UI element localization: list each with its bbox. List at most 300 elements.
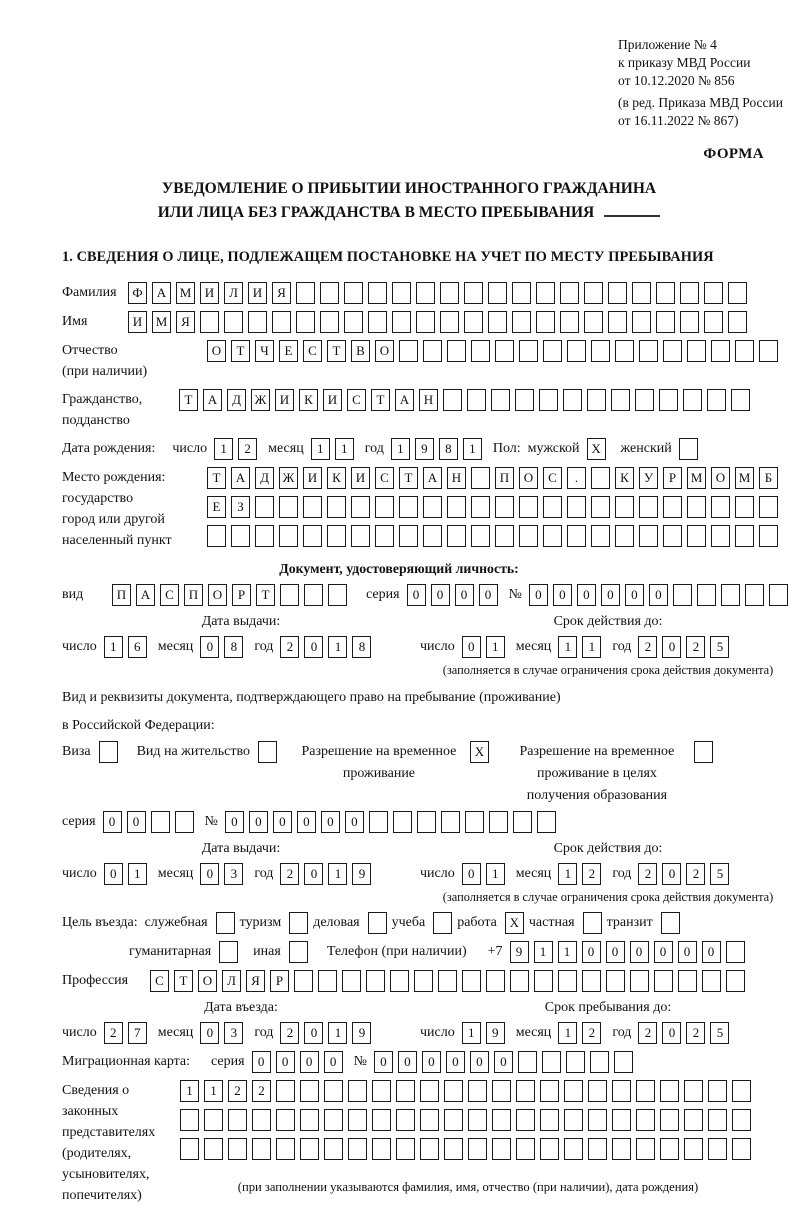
char-cell[interactable]: И <box>303 467 322 489</box>
char-cell[interactable]: 9 <box>510 941 529 963</box>
char-cell[interactable] <box>175 811 194 833</box>
char-cell[interactable] <box>372 1109 391 1131</box>
char-cell[interactable] <box>587 389 606 411</box>
char-cell[interactable]: С <box>160 584 179 606</box>
char-cell[interactable] <box>396 1138 415 1160</box>
char-cell[interactable] <box>537 811 556 833</box>
char-cell[interactable] <box>303 525 322 547</box>
char-cell[interactable]: К <box>615 467 634 489</box>
char-cell[interactable] <box>615 496 634 518</box>
char-cell[interactable] <box>721 584 740 606</box>
checkbox-cell[interactable] <box>99 741 118 763</box>
char-cell[interactable]: С <box>303 340 322 362</box>
char-cell[interactable] <box>636 1109 655 1131</box>
char-cell[interactable] <box>416 311 435 333</box>
char-cell[interactable] <box>563 389 582 411</box>
char-cell[interactable] <box>392 311 411 333</box>
char-cell[interactable] <box>342 970 361 992</box>
char-cell[interactable] <box>440 311 459 333</box>
char-cell[interactable]: 0 <box>407 584 426 606</box>
char-cell[interactable] <box>732 1080 751 1102</box>
char-cell[interactable]: 1 <box>311 438 330 460</box>
char-cell[interactable] <box>683 389 702 411</box>
checkbox-cell[interactable] <box>661 912 680 934</box>
char-cell[interactable]: Л <box>224 282 243 304</box>
char-cell[interactable]: 0 <box>104 863 123 885</box>
char-cell[interactable] <box>659 389 678 411</box>
char-cell[interactable]: Т <box>174 970 193 992</box>
char-cell[interactable]: 0 <box>300 1051 319 1073</box>
char-cell[interactable] <box>726 941 745 963</box>
char-cell[interactable]: О <box>198 970 217 992</box>
char-cell[interactable]: 2 <box>686 636 705 658</box>
char-cell[interactable] <box>280 584 299 606</box>
char-cell[interactable]: 1 <box>328 636 347 658</box>
char-cell[interactable]: 2 <box>280 863 299 885</box>
char-cell[interactable]: 0 <box>582 941 601 963</box>
char-cell[interactable] <box>464 311 483 333</box>
char-cell[interactable]: 0 <box>304 636 323 658</box>
char-cell[interactable] <box>516 1109 535 1131</box>
char-cell[interactable] <box>708 1080 727 1102</box>
char-cell[interactable] <box>228 1138 247 1160</box>
char-cell[interactable] <box>279 496 298 518</box>
char-cell[interactable] <box>558 970 577 992</box>
char-cell[interactable] <box>660 1080 679 1102</box>
char-cell[interactable] <box>708 1109 727 1131</box>
char-cell[interactable]: 0 <box>297 811 316 833</box>
char-cell[interactable]: 0 <box>324 1051 343 1073</box>
char-cell[interactable]: 0 <box>662 1022 681 1044</box>
char-cell[interactable]: 0 <box>127 811 146 833</box>
char-cell[interactable]: 0 <box>662 863 681 885</box>
char-cell[interactable]: 1 <box>462 1022 481 1044</box>
char-cell[interactable] <box>612 1138 631 1160</box>
char-cell[interactable] <box>639 496 658 518</box>
char-cell[interactable] <box>663 525 682 547</box>
char-cell[interactable] <box>684 1080 703 1102</box>
char-cell[interactable] <box>423 525 442 547</box>
char-cell[interactable] <box>344 311 363 333</box>
char-cell[interactable] <box>639 340 658 362</box>
char-cell[interactable] <box>447 525 466 547</box>
char-cell[interactable] <box>540 1080 559 1102</box>
char-cell[interactable] <box>680 311 699 333</box>
char-cell[interactable]: П <box>184 584 203 606</box>
char-cell[interactable]: Ж <box>251 389 270 411</box>
char-cell[interactable] <box>180 1138 199 1160</box>
char-cell[interactable] <box>366 970 385 992</box>
char-cell[interactable] <box>591 525 610 547</box>
char-cell[interactable]: 9 <box>352 1022 371 1044</box>
char-cell[interactable] <box>488 311 507 333</box>
char-cell[interactable]: 0 <box>304 863 323 885</box>
char-cell[interactable] <box>488 282 507 304</box>
char-cell[interactable] <box>680 282 699 304</box>
char-cell[interactable] <box>590 1051 609 1073</box>
char-cell[interactable] <box>486 970 505 992</box>
char-cell[interactable]: 0 <box>398 1051 417 1073</box>
char-cell[interactable] <box>393 811 412 833</box>
char-cell[interactable] <box>515 389 534 411</box>
char-cell[interactable]: У <box>639 467 658 489</box>
char-cell[interactable]: 8 <box>439 438 458 460</box>
char-cell[interactable]: О <box>711 467 730 489</box>
char-cell[interactable]: М <box>687 467 706 489</box>
char-cell[interactable]: 9 <box>486 1022 505 1044</box>
char-cell[interactable]: 1 <box>558 636 577 658</box>
char-cell[interactable] <box>468 1138 487 1160</box>
char-cell[interactable] <box>684 1138 703 1160</box>
char-cell[interactable]: Е <box>207 496 226 518</box>
char-cell[interactable]: 2 <box>252 1080 271 1102</box>
char-cell[interactable]: М <box>152 311 171 333</box>
char-cell[interactable]: 1 <box>463 438 482 460</box>
char-cell[interactable]: Ж <box>279 467 298 489</box>
char-cell[interactable] <box>636 1080 655 1102</box>
char-cell[interactable]: И <box>128 311 147 333</box>
char-cell[interactable] <box>444 1080 463 1102</box>
char-cell[interactable] <box>567 340 586 362</box>
char-cell[interactable] <box>635 389 654 411</box>
char-cell[interactable]: 1 <box>558 1022 577 1044</box>
char-cell[interactable]: 0 <box>678 941 697 963</box>
char-cell[interactable]: А <box>136 584 155 606</box>
char-cell[interactable]: 0 <box>225 811 244 833</box>
char-cell[interactable]: 1 <box>204 1080 223 1102</box>
char-cell[interactable] <box>582 970 601 992</box>
char-cell[interactable] <box>540 1109 559 1131</box>
char-cell[interactable]: 0 <box>606 941 625 963</box>
char-cell[interactable]: 2 <box>238 438 257 460</box>
char-cell[interactable] <box>687 496 706 518</box>
char-cell[interactable]: 0 <box>345 811 364 833</box>
checkbox-cell[interactable]: X <box>470 741 489 763</box>
char-cell[interactable] <box>663 340 682 362</box>
char-cell[interactable] <box>441 811 460 833</box>
char-cell[interactable]: 2 <box>228 1080 247 1102</box>
char-cell[interactable]: О <box>375 340 394 362</box>
char-cell[interactable]: 0 <box>273 811 292 833</box>
char-cell[interactable] <box>567 525 586 547</box>
char-cell[interactable] <box>614 1051 633 1073</box>
char-cell[interactable] <box>516 1138 535 1160</box>
char-cell[interactable] <box>673 584 692 606</box>
char-cell[interactable] <box>368 282 387 304</box>
char-cell[interactable] <box>534 970 553 992</box>
char-cell[interactable] <box>726 970 745 992</box>
char-cell[interactable]: Я <box>176 311 195 333</box>
char-cell[interactable] <box>417 811 436 833</box>
char-cell[interactable] <box>492 1138 511 1160</box>
char-cell[interactable] <box>327 496 346 518</box>
char-cell[interactable]: 1 <box>558 863 577 885</box>
char-cell[interactable]: В <box>351 340 370 362</box>
char-cell[interactable] <box>654 970 673 992</box>
char-cell[interactable] <box>224 311 243 333</box>
char-cell[interactable] <box>440 282 459 304</box>
char-cell[interactable] <box>632 282 651 304</box>
char-cell[interactable] <box>255 525 274 547</box>
char-cell[interactable]: 0 <box>249 811 268 833</box>
char-cell[interactable]: И <box>248 282 267 304</box>
char-cell[interactable] <box>684 1109 703 1131</box>
char-cell[interactable]: А <box>152 282 171 304</box>
char-cell[interactable]: А <box>395 389 414 411</box>
char-cell[interactable]: 1 <box>104 636 123 658</box>
char-cell[interactable] <box>399 525 418 547</box>
char-cell[interactable] <box>399 496 418 518</box>
checkbox-cell[interactable] <box>289 912 308 934</box>
char-cell[interactable] <box>678 970 697 992</box>
char-cell[interactable] <box>231 525 250 547</box>
char-cell[interactable]: 5 <box>710 863 729 885</box>
char-cell[interactable]: О <box>208 584 227 606</box>
char-cell[interactable]: 7 <box>128 1022 147 1044</box>
char-cell[interactable]: 0 <box>252 1051 271 1073</box>
char-cell[interactable] <box>390 970 409 992</box>
char-cell[interactable] <box>543 496 562 518</box>
char-cell[interactable] <box>151 811 170 833</box>
char-cell[interactable] <box>708 1138 727 1160</box>
char-cell[interactable] <box>735 496 754 518</box>
char-cell[interactable]: 0 <box>630 941 649 963</box>
char-cell[interactable] <box>468 1109 487 1131</box>
char-cell[interactable] <box>540 1138 559 1160</box>
char-cell[interactable]: 0 <box>577 584 596 606</box>
char-cell[interactable] <box>423 340 442 362</box>
checkbox-cell[interactable] <box>216 912 235 934</box>
char-cell[interactable] <box>759 340 778 362</box>
char-cell[interactable] <box>510 970 529 992</box>
char-cell[interactable] <box>324 1109 343 1131</box>
char-cell[interactable] <box>471 340 490 362</box>
char-cell[interactable]: Р <box>663 467 682 489</box>
char-cell[interactable] <box>518 1051 537 1073</box>
char-cell[interactable] <box>564 1080 583 1102</box>
char-cell[interactable]: Д <box>255 467 274 489</box>
char-cell[interactable]: 1 <box>582 636 601 658</box>
char-cell[interactable] <box>276 1138 295 1160</box>
char-cell[interactable] <box>396 1109 415 1131</box>
char-cell[interactable]: 0 <box>649 584 668 606</box>
char-cell[interactable] <box>495 496 514 518</box>
char-cell[interactable]: 2 <box>686 1022 705 1044</box>
char-cell[interactable]: Р <box>232 584 251 606</box>
char-cell[interactable] <box>588 1138 607 1160</box>
char-cell[interactable] <box>423 496 442 518</box>
char-cell[interactable] <box>200 311 219 333</box>
char-cell[interactable] <box>464 282 483 304</box>
char-cell[interactable] <box>300 1109 319 1131</box>
char-cell[interactable] <box>735 340 754 362</box>
char-cell[interactable] <box>320 311 339 333</box>
char-cell[interactable]: 1 <box>486 636 505 658</box>
char-cell[interactable]: 5 <box>710 636 729 658</box>
char-cell[interactable]: 0 <box>470 1051 489 1073</box>
char-cell[interactable] <box>588 1109 607 1131</box>
char-cell[interactable]: Т <box>231 340 250 362</box>
char-cell[interactable]: 2 <box>582 1022 601 1044</box>
char-cell[interactable] <box>420 1109 439 1131</box>
char-cell[interactable] <box>759 525 778 547</box>
char-cell[interactable] <box>512 282 531 304</box>
char-cell[interactable] <box>519 496 538 518</box>
char-cell[interactable] <box>471 496 490 518</box>
char-cell[interactable] <box>491 389 510 411</box>
char-cell[interactable]: М <box>735 467 754 489</box>
char-cell[interactable] <box>584 311 603 333</box>
char-cell[interactable] <box>608 282 627 304</box>
char-cell[interactable]: 9 <box>415 438 434 460</box>
char-cell[interactable] <box>543 525 562 547</box>
char-cell[interactable] <box>687 340 706 362</box>
char-cell[interactable] <box>660 1138 679 1160</box>
char-cell[interactable]: Е <box>279 340 298 362</box>
char-cell[interactable] <box>375 496 394 518</box>
char-cell[interactable] <box>656 311 675 333</box>
char-cell[interactable] <box>443 389 462 411</box>
char-cell[interactable] <box>728 311 747 333</box>
char-cell[interactable] <box>328 584 347 606</box>
char-cell[interactable] <box>543 340 562 362</box>
checkbox-cell[interactable] <box>694 741 713 763</box>
char-cell[interactable] <box>471 467 490 489</box>
char-cell[interactable] <box>447 496 466 518</box>
char-cell[interactable] <box>632 311 651 333</box>
char-cell[interactable]: Я <box>246 970 265 992</box>
char-cell[interactable] <box>252 1109 271 1131</box>
char-cell[interactable] <box>539 389 558 411</box>
char-cell[interactable] <box>615 340 634 362</box>
char-cell[interactable] <box>630 970 649 992</box>
char-cell[interactable] <box>252 1138 271 1160</box>
char-cell[interactable]: О <box>207 340 226 362</box>
char-cell[interactable]: 1 <box>558 941 577 963</box>
char-cell[interactable] <box>318 970 337 992</box>
char-cell[interactable] <box>566 1051 585 1073</box>
char-cell[interactable] <box>591 340 610 362</box>
char-cell[interactable]: 1 <box>391 438 410 460</box>
char-cell[interactable] <box>368 311 387 333</box>
char-cell[interactable] <box>745 584 764 606</box>
char-cell[interactable]: 2 <box>280 1022 299 1044</box>
char-cell[interactable] <box>207 525 226 547</box>
char-cell[interactable] <box>204 1109 223 1131</box>
char-cell[interactable]: А <box>203 389 222 411</box>
char-cell[interactable]: 0 <box>431 584 450 606</box>
char-cell[interactable] <box>608 311 627 333</box>
char-cell[interactable] <box>536 311 555 333</box>
char-cell[interactable] <box>542 1051 561 1073</box>
char-cell[interactable]: Ф <box>128 282 147 304</box>
checkbox-cell[interactable] <box>258 741 277 763</box>
char-cell[interactable] <box>420 1138 439 1160</box>
char-cell[interactable] <box>444 1138 463 1160</box>
char-cell[interactable]: 1 <box>534 941 553 963</box>
char-cell[interactable] <box>351 496 370 518</box>
char-cell[interactable] <box>704 282 723 304</box>
char-cell[interactable] <box>591 467 610 489</box>
char-cell[interactable] <box>612 1080 631 1102</box>
char-cell[interactable] <box>636 1138 655 1160</box>
char-cell[interactable]: 0 <box>304 1022 323 1044</box>
char-cell[interactable]: Л <box>222 970 241 992</box>
char-cell[interactable]: П <box>495 467 514 489</box>
char-cell[interactable]: Т <box>371 389 390 411</box>
char-cell[interactable] <box>372 1138 391 1160</box>
char-cell[interactable] <box>348 1109 367 1131</box>
char-cell[interactable] <box>495 340 514 362</box>
char-cell[interactable] <box>735 525 754 547</box>
char-cell[interactable]: 0 <box>479 584 498 606</box>
char-cell[interactable]: 1 <box>214 438 233 460</box>
char-cell[interactable] <box>255 496 274 518</box>
char-cell[interactable] <box>296 282 315 304</box>
char-cell[interactable] <box>300 1138 319 1160</box>
char-cell[interactable]: 0 <box>529 584 548 606</box>
char-cell[interactable] <box>248 311 267 333</box>
char-cell[interactable] <box>704 311 723 333</box>
char-cell[interactable] <box>588 1080 607 1102</box>
char-cell[interactable] <box>447 340 466 362</box>
char-cell[interactable] <box>567 496 586 518</box>
char-cell[interactable]: 0 <box>601 584 620 606</box>
char-cell[interactable]: 2 <box>638 1022 657 1044</box>
char-cell[interactable]: 0 <box>200 1022 219 1044</box>
char-cell[interactable] <box>639 525 658 547</box>
char-cell[interactable]: М <box>176 282 195 304</box>
char-cell[interactable]: 0 <box>321 811 340 833</box>
char-cell[interactable] <box>372 1080 391 1102</box>
char-cell[interactable]: 1 <box>180 1080 199 1102</box>
char-cell[interactable]: 9 <box>352 863 371 885</box>
char-cell[interactable] <box>512 311 531 333</box>
char-cell[interactable]: 0 <box>422 1051 441 1073</box>
char-cell[interactable]: 0 <box>200 863 219 885</box>
char-cell[interactable]: А <box>423 467 442 489</box>
char-cell[interactable]: 0 <box>553 584 572 606</box>
char-cell[interactable]: 1 <box>328 863 347 885</box>
char-cell[interactable]: . <box>567 467 586 489</box>
char-cell[interactable]: С <box>150 970 169 992</box>
char-cell[interactable] <box>465 811 484 833</box>
char-cell[interactable]: П <box>112 584 131 606</box>
char-cell[interactable]: Ч <box>255 340 274 362</box>
char-cell[interactable] <box>707 389 726 411</box>
char-cell[interactable]: 1 <box>486 863 505 885</box>
char-cell[interactable] <box>731 389 750 411</box>
char-cell[interactable]: 1 <box>328 1022 347 1044</box>
char-cell[interactable]: 2 <box>104 1022 123 1044</box>
char-cell[interactable] <box>519 340 538 362</box>
char-cell[interactable] <box>663 496 682 518</box>
char-cell[interactable] <box>560 282 579 304</box>
char-cell[interactable]: 8 <box>224 636 243 658</box>
char-cell[interactable] <box>560 311 579 333</box>
char-cell[interactable]: Т <box>207 467 226 489</box>
char-cell[interactable] <box>279 525 298 547</box>
char-cell[interactable] <box>513 811 532 833</box>
char-cell[interactable]: И <box>200 282 219 304</box>
char-cell[interactable]: 0 <box>494 1051 513 1073</box>
char-cell[interactable]: 2 <box>280 636 299 658</box>
char-cell[interactable] <box>564 1109 583 1131</box>
char-cell[interactable]: 1 <box>335 438 354 460</box>
char-cell[interactable] <box>204 1138 223 1160</box>
char-cell[interactable]: 1 <box>128 863 147 885</box>
char-cell[interactable]: К <box>299 389 318 411</box>
